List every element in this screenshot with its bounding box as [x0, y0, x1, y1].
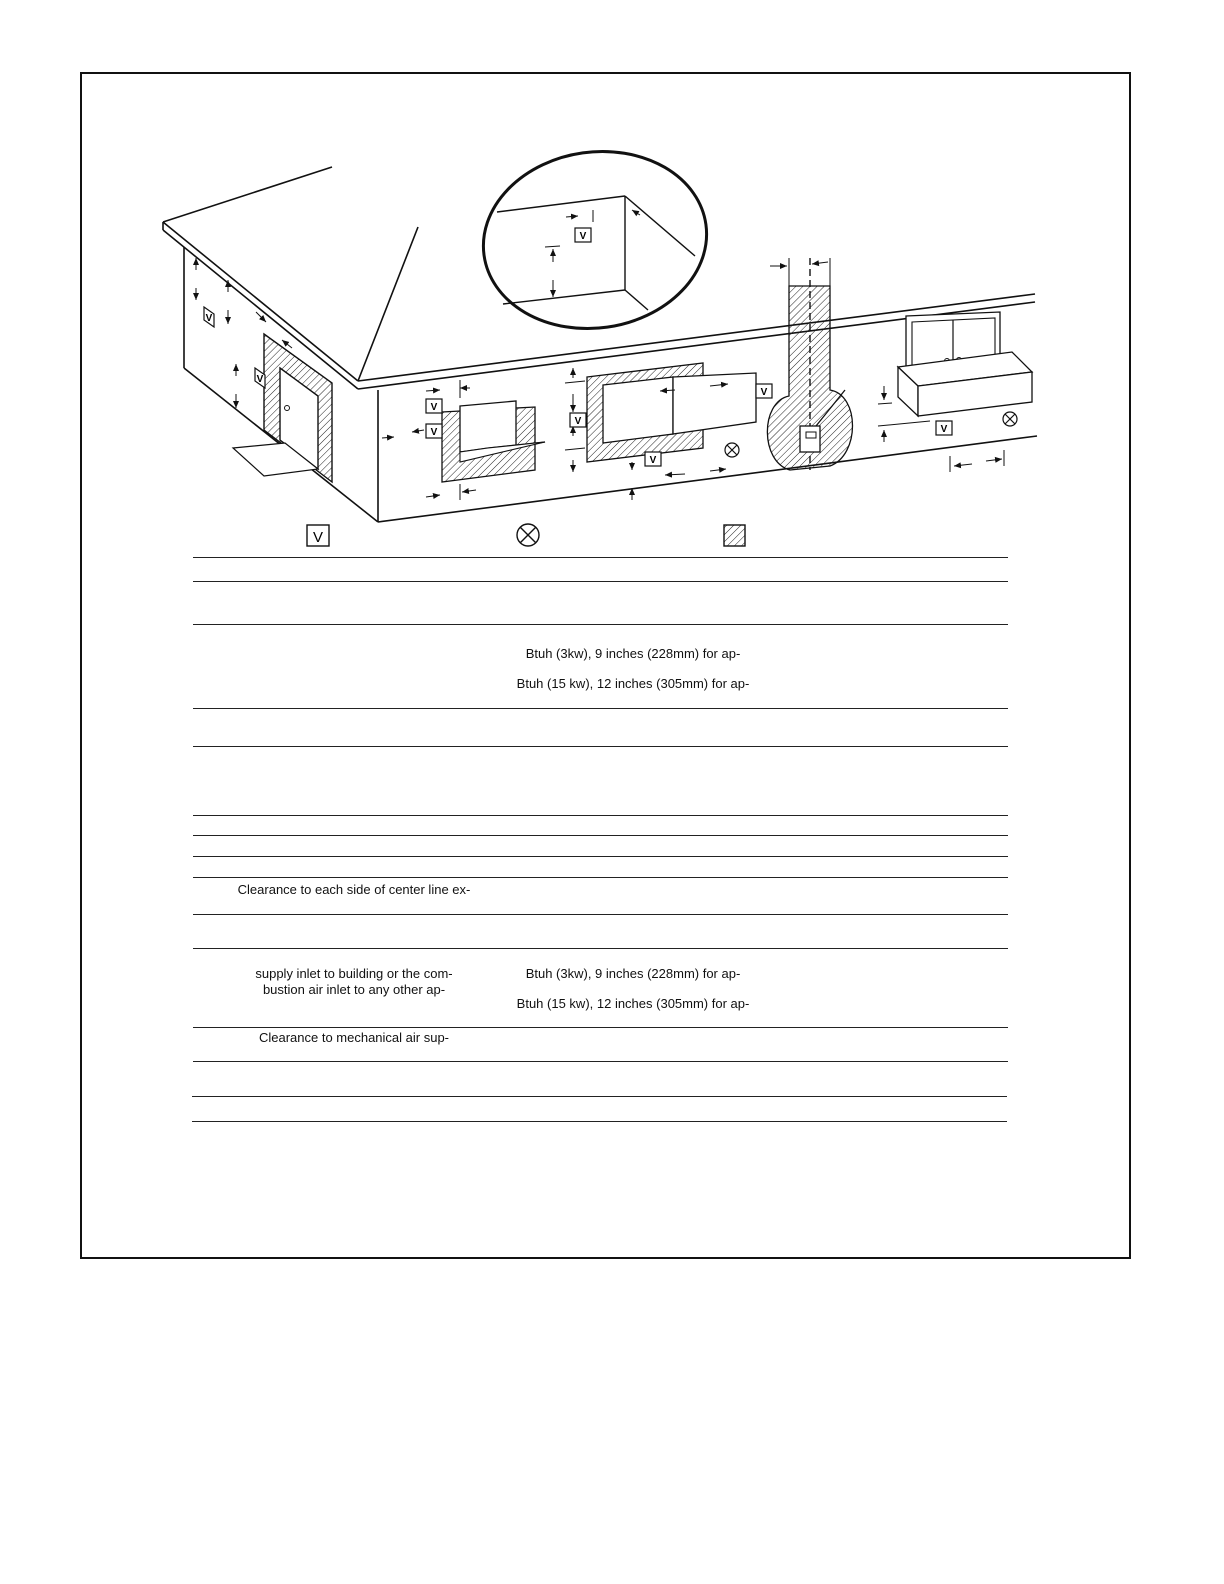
svg-text:V: V	[430, 402, 438, 413]
table-rule	[193, 914, 1008, 915]
table-rule	[192, 1096, 1007, 1097]
legend-vent-terminal-icon	[307, 525, 329, 546]
table-rule	[193, 624, 1008, 625]
table-cell: supply inlet to building or the com-	[255, 966, 453, 981]
svg-text:V: V	[940, 424, 948, 435]
legend-hatched-square-icon	[724, 525, 745, 546]
magnified-corner-detail	[472, 137, 718, 342]
table-rule	[193, 1027, 1008, 1028]
vent-terminal-icon	[426, 399, 442, 413]
svg-text:V: V	[312, 529, 324, 546]
table-rule	[193, 581, 1008, 582]
svg-text:V: V	[579, 231, 587, 242]
table-rule	[193, 815, 1008, 816]
table-cell: Btuh (15 kw), 12 inches (305mm) for ap-	[516, 676, 750, 691]
legend-circled-x-icon	[517, 524, 539, 546]
table-rule	[192, 1121, 1007, 1122]
table-rule	[193, 835, 1008, 836]
circled-x-icon	[725, 443, 739, 457]
table-cell: bustion air inlet to any other ap-	[262, 982, 446, 997]
balcony-door	[898, 312, 1032, 416]
table-rule	[193, 856, 1008, 857]
vent-terminal-icon	[936, 421, 952, 435]
table-rule	[193, 557, 1008, 558]
svg-text:V: V	[574, 416, 582, 427]
window-left	[442, 401, 545, 482]
vent-terminal-icon	[645, 452, 661, 466]
table-cell: Btuh (15 kw), 12 inches (305mm) for ap-	[516, 996, 750, 1011]
vent-terminal-icon	[204, 307, 214, 327]
circled-x-icon	[1003, 412, 1017, 426]
svg-text:V: V	[256, 374, 264, 385]
vent-terminal-icon	[570, 413, 586, 427]
vent-terminal-icon	[756, 384, 772, 398]
svg-text:V: V	[430, 427, 438, 438]
svg-text:V: V	[760, 387, 768, 398]
table-rule	[193, 948, 1008, 949]
svg-text:V: V	[205, 313, 213, 324]
vent-terminal-icon	[575, 228, 591, 242]
table-rule	[193, 746, 1008, 747]
table-cell: Btuh (3kw), 9 inches (228mm) for ap-	[525, 646, 741, 661]
vent-terminal-icon	[426, 424, 442, 438]
table-rule	[193, 877, 1008, 878]
meter-column	[767, 258, 852, 470]
table-rule	[193, 708, 1008, 709]
table-cell: Clearance to each side of center line ex-	[237, 882, 471, 897]
table-cell: Clearance to mechanical air sup-	[258, 1030, 450, 1045]
table-cell: Btuh (3kw), 9 inches (228mm) for ap-	[525, 966, 741, 981]
table-rule	[193, 1061, 1008, 1062]
svg-text:V: V	[649, 455, 657, 466]
